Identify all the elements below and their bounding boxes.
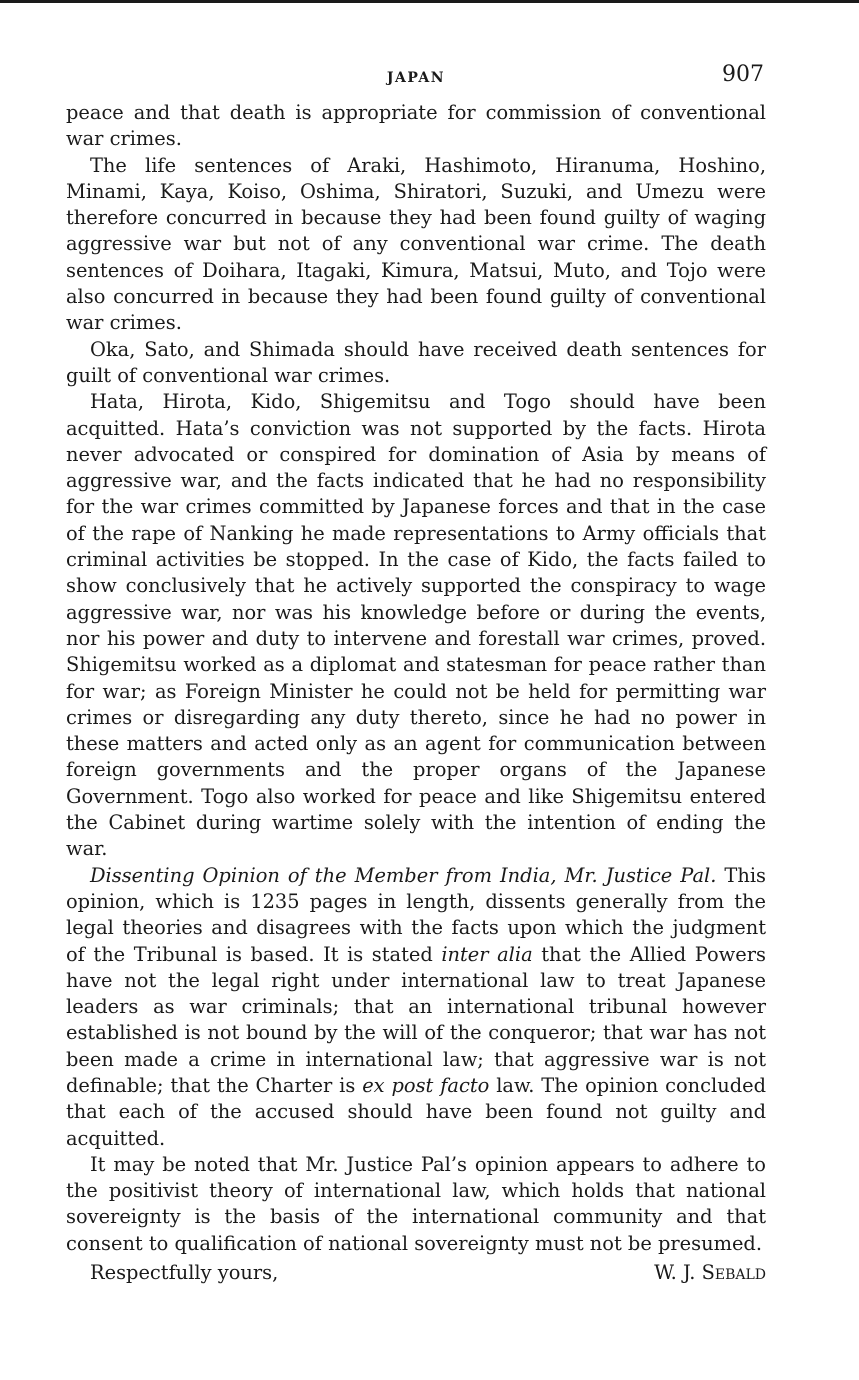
latin-phrase-ex-post-facto: ex post facto [362, 1073, 490, 1097]
salutation: Respectfully yours, [90, 1261, 279, 1285]
dissent-heading: Dissenting Opinion of the Member from India, Mr. Justice Pal. [90, 863, 717, 887]
closing-block [66, 1260, 766, 1286]
paragraph-positivist-theory: It may be noted that Mr. Justice Pal’s opinion appears to adhere to the positivist theory of international law, which holds that national sovereignty is the basis of the international community and that consent to qualification of national sovereignty must not be presumed. [66, 1152, 766, 1255]
page-number: 907 [722, 62, 764, 87]
dissent-text-a: This opinion, which is 1235 pages in length, dissents generally from the legal theories and disagrees with the facts upon which the judgment of the Tribunal is based. It is stated [66, 863, 766, 966]
paragraph-acquittals: Hata, Hirota, Kido, Shigemitsu and Togo should have been acquitted. Hata’s conviction was not supported by the facts. Hirota never advocated or conspired for domination of Asia by means of aggressive war, and the facts indicated that he had no responsibility for the war crimes committed by Japanese forces and that in the case of the rape of Nanking he made representations to Army officials that criminal activities be stopped. In the case of Kido, the facts failed to show conclusively that he actively supported the conspiracy to wage aggressive war, nor was his knowledge before or during the events, nor his power and duty to intervene and forestall war crimes, proved. Shigemitsu worked as a diplomat and statesman for peace rather than for war; as Foreign Minister he could not be held for permitting war crimes or disregarding any duty thereto, since he had no power in these matters and acted only as an agent for communication between foreign governments and the proper organs of the Japanese Government. Togo also worked for peace and like Shigemitsu entered the Cabinet during wartime solely with the intention of ending the war. [66, 390, 766, 861]
paragraph-life-sentences: The life sentences of Araki, Hashimoto, Hiranuma, Hoshino, Minami, Kaya, Koiso, Oshima, Shiratori, Suzuki, and Umezu were therefore concurred in because they had been found guilty of waging aggressive war but not of any conventional war crime. The death sentences of Doihara, Itagaki, Kimura, Matsui, Muto, and Tojo were also concurred in because they had been found guilty of conventional war crimes. [66, 153, 766, 335]
running-title: JAPAN [386, 70, 446, 86]
document-page [66, 60, 766, 1286]
body-text [66, 100, 766, 1286]
paragraph-dissenting-opinion [66, 863, 766, 1152]
paragraph-death-sentences: Oka, Sato, and Shimada should have received death sentences for guilt of conventional war crimes. [66, 337, 766, 387]
dissent-text-c: law. The opinion concluded that each of the accused should have been found not guilty and acquitted. [66, 1073, 766, 1150]
dissent-text-b: that the Allied Powers have not the legal right under international law to treat Japanese leaders as war criminals; that an international tribunal however established is not bound by the will of the conqueror; that war has not been made a crime in international law; that aggressive war is not definable; that the Charter is [66, 942, 766, 1097]
latin-phrase-inter-alia: inter alia [441, 942, 533, 966]
paragraph-continuation: peace and that death is appropriate for commission of conventional war crimes. [66, 101, 766, 151]
top-border-rule [0, 0, 859, 3]
running-header [66, 60, 766, 100]
signatory: W. J. Sebald [654, 1261, 766, 1285]
